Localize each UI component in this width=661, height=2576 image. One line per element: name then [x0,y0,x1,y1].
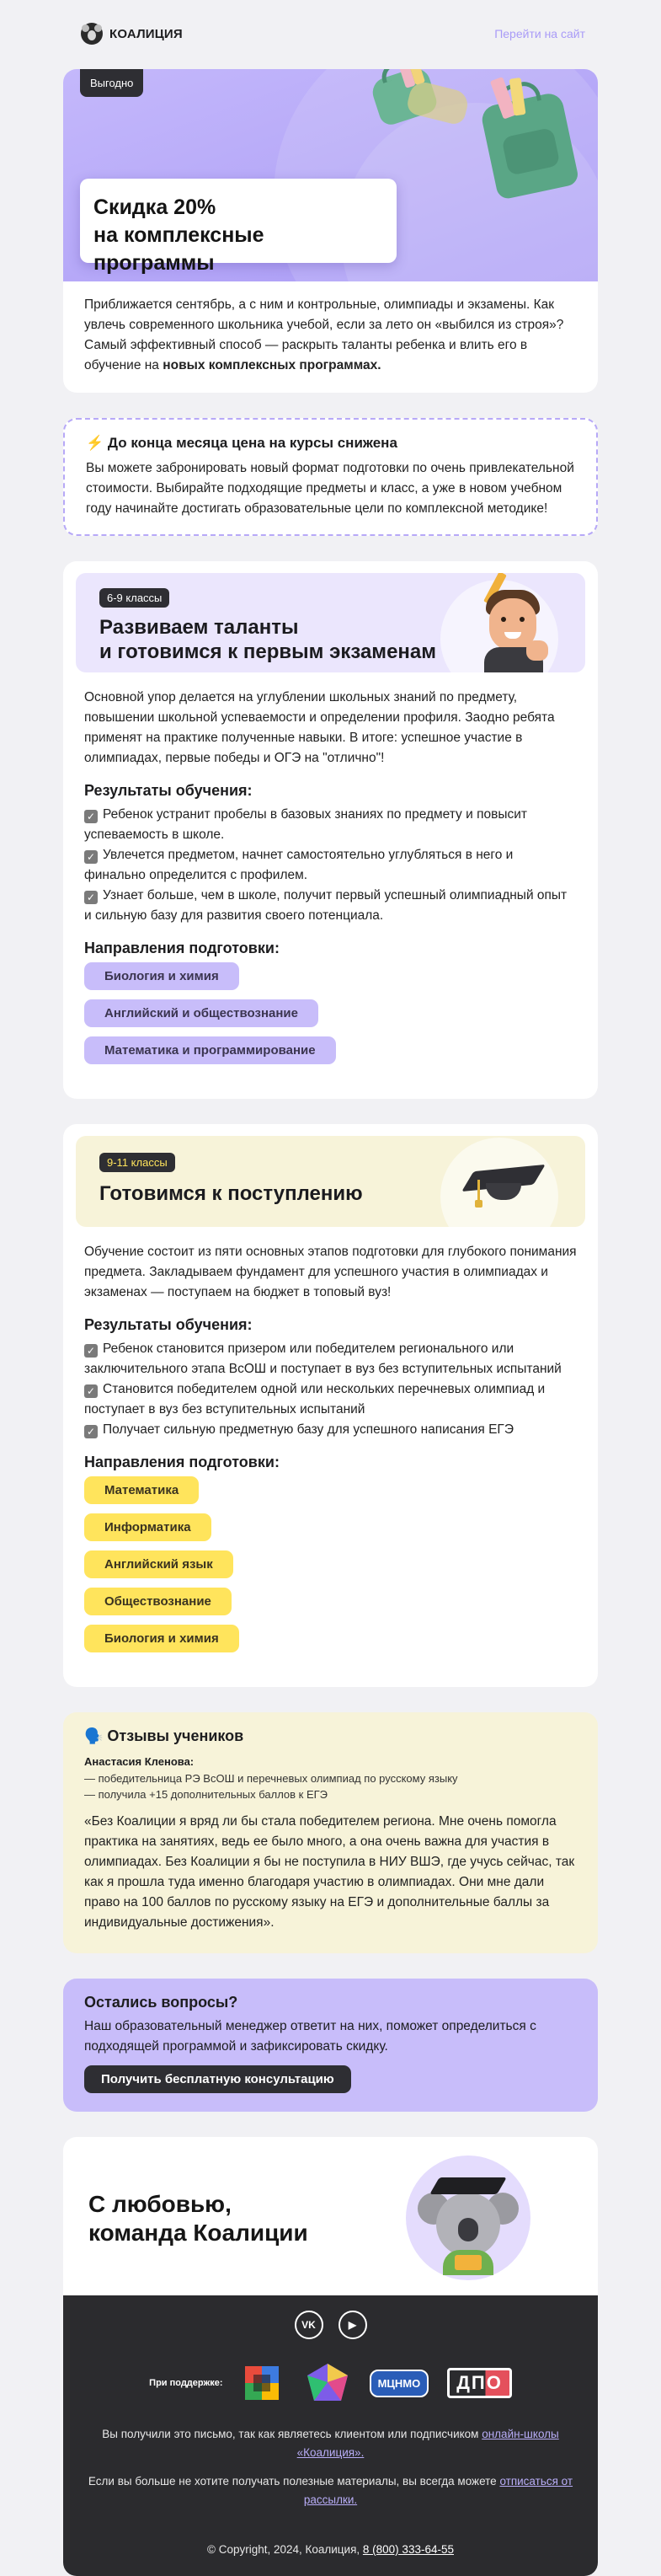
supporter-logo-cube-icon[interactable] [242,2364,285,2402]
mcnmo-label: МЦНМО [370,2370,429,2397]
supporter-logo-dpo[interactable] [447,2364,512,2402]
reviewer-name: Анастасия Кленова: [84,1755,195,1768]
footer-unsubscribe-text: Если вы больше не хотите получать полезные материалы, вы всегда можете отписаться от рассылки. [88,2475,573,2506]
result-item: ✓ Увлечется предметом, начнет самостоятельно углубляться в него и финально определится с профилем. [84,848,514,882]
result-item: ✓ Становится победителем одной или нескольких перечневых олимпиад и поступает в вуз без вступительных испытаний [84,1382,546,1417]
direction-chip[interactable]: Английский и обществознание [84,999,318,1027]
check-icon: ✓ [84,1425,98,1438]
hero-text [63,281,598,393]
results-title: Результаты обучения: [84,782,253,799]
program-6-9-intro: Основной упор делается на углублении школьных знаний по предмету, повышении школьной успеваемости и определении профиля. Заодно ребята применят на практике полученные навыки. В итоге: успешное участие в олимпиадах, первые победы и ОГЭ на "отлично"! [84,690,555,765]
direction-chip[interactable]: Математика и программирование [84,1036,336,1064]
social-links [84,2311,577,2339]
supporter-logo-mcnmo[interactable] [370,2364,429,2402]
notice-title: ⚡ До конца месяца цена на курсы снижена [86,435,397,451]
supporters [84,2364,577,2402]
hero-badge: Выгодно [80,69,143,97]
review-text: «Без Коалиции я вряд ли бы стала победителем региона. Мне очень помогла практика на занятиях, ведь ее было много, а она очень важна для участия в олимпиадах. Без Коалиции я бы не поступила в НИУ ВШЭ, где учусь сейчас, так как я прошла туда именно благодаря участию в олимпиадах. Они мне дали право на 100 баллов по русскому языку на ЕГЭ и дополнительные баллы за индивидуальные достижения». [84,1814,575,1930]
program-6-9-body [76,672,585,1064]
support-label: При поддержке: [149,2378,223,2388]
result-item: ✓ Ребенок устранит пробелы в базовых знаниях по предмету и повысит успеваемость в школе. [84,807,527,842]
check-icon: ✓ [84,1344,98,1358]
directions-list [84,962,577,1064]
program-6-9-title [99,615,436,664]
grade-badge: 9-11 классы [99,1153,175,1172]
price-notice [63,418,598,536]
signature-section [63,2137,598,2295]
direction-chip[interactable]: Биология и химия [84,962,239,990]
copyright: © Copyright, 2024, Коалиция, 8 (800) 333-64-55 [207,2543,454,2556]
program-9-11-card [63,1124,598,1687]
supporter-logo-gem-icon[interactable] [304,2364,351,2402]
hero-banner [63,69,598,281]
questions-text: Наш образовательный менеджер ответит на них, поможет определиться с подходящей программой и зафиксировать скидку. [84,2019,536,2054]
graduation-cap-icon [466,1159,541,1210]
notice-text: Вы можете забронировать новый формат подготовки по очень привлекательной стоимости. Выбирайте подходящие предметы и класс, а уже в новом учебном году начинайте достигать образовательные цели по комплексной методике! [86,461,574,516]
result-item: ✓ Получает сильную предметную базу для успешного написания ЕГЭ [84,1420,577,1440]
direction-chip[interactable]: Биология и химия [84,1625,239,1652]
koala-logo-icon [81,23,103,45]
program-6-9-banner [76,573,585,672]
footer-reason-text: Вы получили это письмо, так как являетесь клиентом или подписчиком онлайн-школы «Коалиция». [102,2428,559,2459]
signature-line1: С любовью, [88,2191,232,2217]
hero-text-main: Приближается сентябрь, а с ним и контрольные, олимпиады и экзамены. Как увлечь современного школьника учебой, если за лето он «выбился из строя»? Самый эффективный способ — раскрыть таланты ребенка и влить его в обучение на [84,297,564,372]
hero-card [63,69,598,393]
direction-chip[interactable]: Математика [84,1476,199,1504]
directions-title: Направления подготовки: [84,1454,280,1470]
directions-title: Направления подготовки: [84,940,280,956]
reviews-section [63,1712,598,1953]
school-link[interactable]: онлайн-школы «Коалиция». [296,2428,559,2459]
directions-list [84,1476,577,1652]
program-9-11-banner [76,1136,585,1227]
result-item: ✓ Ребенок становится призером или победителем регионального или заключительного этапа ВсОШ и поступает в вуз без вступительных испытаний [84,1342,562,1376]
vk-icon[interactable]: VK [295,2311,323,2339]
dpo-label: ДПО [447,2368,512,2398]
questions-section [63,1979,598,2112]
program-9-11-intro: Обучение состоит из пяти основных этапов подготовки для глубокого понимания предмета. Закладываем фундамент для успешного участия в олимпиадах и экзаменах — поступаем на бюджет в топовый вуз! [84,1245,577,1299]
program-6-9-card [63,561,598,1099]
signature-line2: команда Коалиции [88,2220,308,2246]
unsubscribe-link[interactable]: отписаться от рассылки. [303,2475,573,2506]
header [0,0,661,67]
direction-chip[interactable]: Английский язык [84,1550,233,1578]
student-avatar-icon [476,580,552,669]
logo-text: КОАЛИЦИЯ [109,26,183,41]
footer [63,2295,598,2576]
signature-title [88,2190,308,2247]
program-9-11-body [76,1227,585,1652]
reviews-title: 🗣️ Отзывы учеников [84,1727,244,1744]
questions-title: Остались вопросы? [84,1994,238,2011]
free-consultation-button[interactable]: Получить бесплатную консультацию [84,2065,351,2093]
results-title: Результаты обучения: [84,1316,253,1333]
go-to-site-link[interactable]: Перейти на сайт [494,27,585,40]
direction-chip[interactable]: Обществознание [84,1588,232,1615]
check-icon: ✓ [84,810,98,823]
hero-text-bold: новых комплексных программах. [163,358,381,372]
reviewer-achievement: — получила +15 дополнительных баллов к ЕГЭ [84,1788,328,1801]
program-6-9-title-line1: Развиваем таланты [99,616,299,639]
program-9-11-title: Готовимся к поступлению [99,1182,363,1205]
logo[interactable] [81,23,183,45]
reviewer-achievement: — победительница РЭ ВсОШ и перечневых олимпиад по русскому языку [84,1772,458,1785]
direction-chip[interactable]: Информатика [84,1513,211,1541]
program-6-9-title-line2: и готовимся к первым экзаменам [99,640,437,663]
check-icon: ✓ [84,850,98,864]
youtube-icon[interactable]: ▶ [338,2311,367,2339]
hero-title-line2: на комплексные программы [93,223,264,275]
koala-mascot-icon [406,2156,530,2280]
check-icon: ✓ [84,1384,98,1398]
grade-badge: 6-9 классы [99,588,169,608]
check-icon: ✓ [84,891,98,904]
phone-link[interactable]: 8 (800) 333-64-55 [362,2543,454,2556]
result-item: ✓ Узнает больше, чем в школе, получит первый успешный олимпиадный опыт и сильную базу для развития своего потенциала. [84,888,568,923]
hero-title-line1: Скидка 20% [93,195,216,219]
hero-title-box [80,179,397,275]
